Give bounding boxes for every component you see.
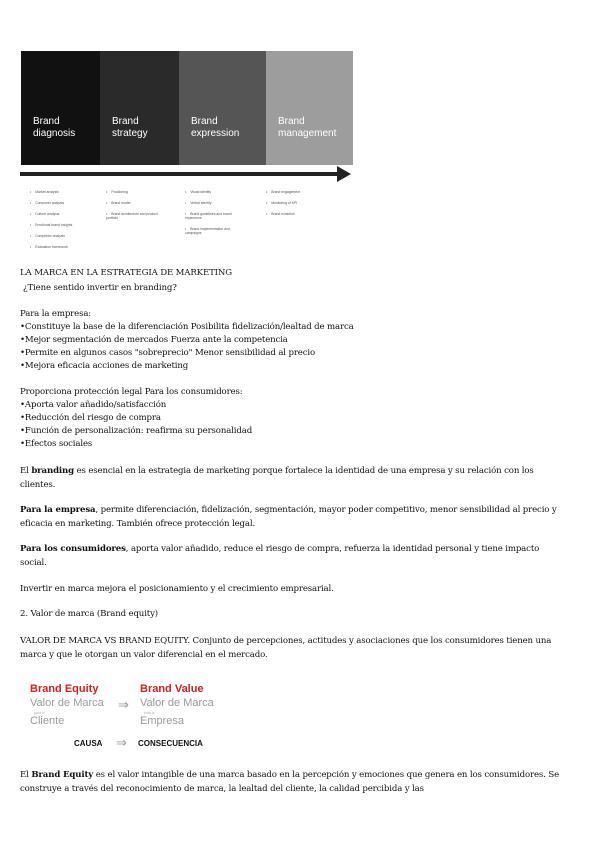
stage-label-1: Brand: [278, 116, 305, 127]
causa-label: CAUSA: [74, 739, 103, 748]
list-item: • Consumer analysis: [30, 201, 72, 205]
list-item: •Reducción del riesgo de compra: [20, 413, 161, 423]
stage-items-strategy: [106, 190, 168, 227]
list-item: • Culture analysis: [30, 212, 72, 216]
list-item: •Constituye la base de la diferenciación Posibilita fidelización/lealtad de marca: [20, 322, 354, 332]
brand-value-title: Brand Value: [140, 683, 204, 695]
list-item: • Brand model: [106, 201, 168, 205]
stage-label-1: Brand: [191, 116, 218, 127]
list-item: •Mejor segmentación de mercados Fuerza ante la competencia: [20, 335, 288, 345]
para-la-label: para la: [144, 711, 155, 715]
paragraph-empresa: Para la empresa, permite diferenciación, fidelización, segmentación, mayor poder competitivo, menor sensibilidad al precio y eficacia en marketing. También ofrece protección legal.: [20, 505, 557, 529]
bold-term: Brand Equity: [31, 770, 94, 780]
list-item: • Brand evolution: [266, 212, 300, 216]
arrow-head-icon: [337, 166, 351, 182]
list-item: • Brand architecture and product portfolio: [106, 212, 168, 220]
list-item: • Market analysis: [30, 190, 72, 194]
paragraph-definition: VALOR DE MARCA VS BRAND EQUITY. Conjunto de percepciones, actitudes y asociaciones que los consumidores tienen una marca y que le otorgan un valor diferencial en el mercado.: [20, 636, 552, 660]
consecuencia-label: CONSECUENCIA: [138, 739, 203, 748]
paragraph-consumidores: Para los consumidores, aporta valor añadido, reduce el riesgo de compra, refuerza la identidad personal y tiene impacto social.: [20, 544, 540, 568]
stage-items-management: [266, 190, 300, 223]
stage-brand-expression: [179, 51, 266, 165]
paragraph-brand-equity: El Brand Equity es el valor intangible de una marca basado en la percepción y emociones que genera en los consumidores. Se construye a través del reconocimiento de marca, la lealtad del cliente, la calidad percibida y las: [20, 770, 560, 794]
right-arrow-icon: ⇒: [118, 697, 129, 712]
list-item: •Mejora eficacia acciones de marketing: [20, 361, 189, 371]
empresa-label: Empresa: [140, 715, 185, 727]
stage-label-2: diagnosis: [33, 128, 76, 139]
list-item: •Aporta valor añadido/satisfacción: [20, 400, 167, 410]
stage-brand-diagnosis: [21, 51, 100, 165]
valor-marca-label: Valor de Marca: [140, 697, 214, 709]
bold-term: Para los consumidores: [20, 544, 126, 554]
section-heading: LA MARCA EN LA ESTRATEGIA DE MARKETING: [20, 268, 232, 278]
paragraph-branding: El branding es esencial en la estrategia de marketing porque fortalece la identidad de una empresa y su relación con los clientes.: [20, 466, 534, 490]
list-item: • Emotional brand insights: [30, 223, 72, 227]
stage-label-2: strategy: [112, 128, 148, 139]
stage-brand-management: [266, 51, 353, 165]
bold-term: branding: [31, 466, 74, 476]
para-el-label: para el: [34, 711, 45, 715]
list-item: • Positioning: [106, 190, 168, 194]
stage-items-diagnosis: [30, 190, 72, 256]
right-arrow-icon: ⇒: [116, 735, 127, 750]
stage-items-expression: [185, 190, 240, 242]
subsection-title: 2. Valor de marca (Brand equity): [20, 609, 158, 619]
list-item: • Evaluation framework: [30, 245, 72, 249]
list-item: • Brand implementation and campaigns: [185, 227, 240, 235]
timeline-arrow: [20, 172, 338, 176]
list-item: •Función de personalización: reafirma su personalidad: [20, 426, 253, 436]
stage-label-2: expression: [191, 128, 240, 139]
stage-brand-strategy: [100, 51, 179, 165]
paragraph-inversion: Invertir en marca mejora el posicionamiento y el crecimiento empresarial.: [20, 584, 334, 594]
cliente-label: Cliente: [30, 715, 65, 727]
stage-label-2: management: [278, 128, 337, 139]
empresa-title: Para la empresa:: [20, 309, 92, 319]
stage-label-1: Brand: [33, 116, 60, 127]
brand-equity-title: Brand Equity: [30, 683, 99, 695]
list-item: •Permite en algunos casos "sobreprecio" Menor sensibilidad al precio: [20, 348, 316, 358]
valor-marca-label: Valor de Marca: [30, 697, 104, 709]
question-text: ¿Tiene sentido invertir en branding?: [23, 283, 177, 293]
list-item: • Competitor analysis: [30, 234, 72, 238]
bold-term: Para la empresa: [20, 505, 96, 515]
stage-label-1: Brand: [112, 116, 139, 127]
consumidores-title: Proporciona protección legal Para los consumidores:: [20, 387, 243, 397]
list-item: • Monitoring of KPI: [266, 201, 300, 205]
list-item: • Brand engagement: [266, 190, 300, 194]
list-item: • Visual identity: [185, 190, 240, 194]
list-item: •Efectos sociales: [20, 439, 93, 449]
list-item: • Brand guidelines and brand experience: [185, 212, 240, 220]
list-item: • Verbal identity: [185, 201, 240, 205]
